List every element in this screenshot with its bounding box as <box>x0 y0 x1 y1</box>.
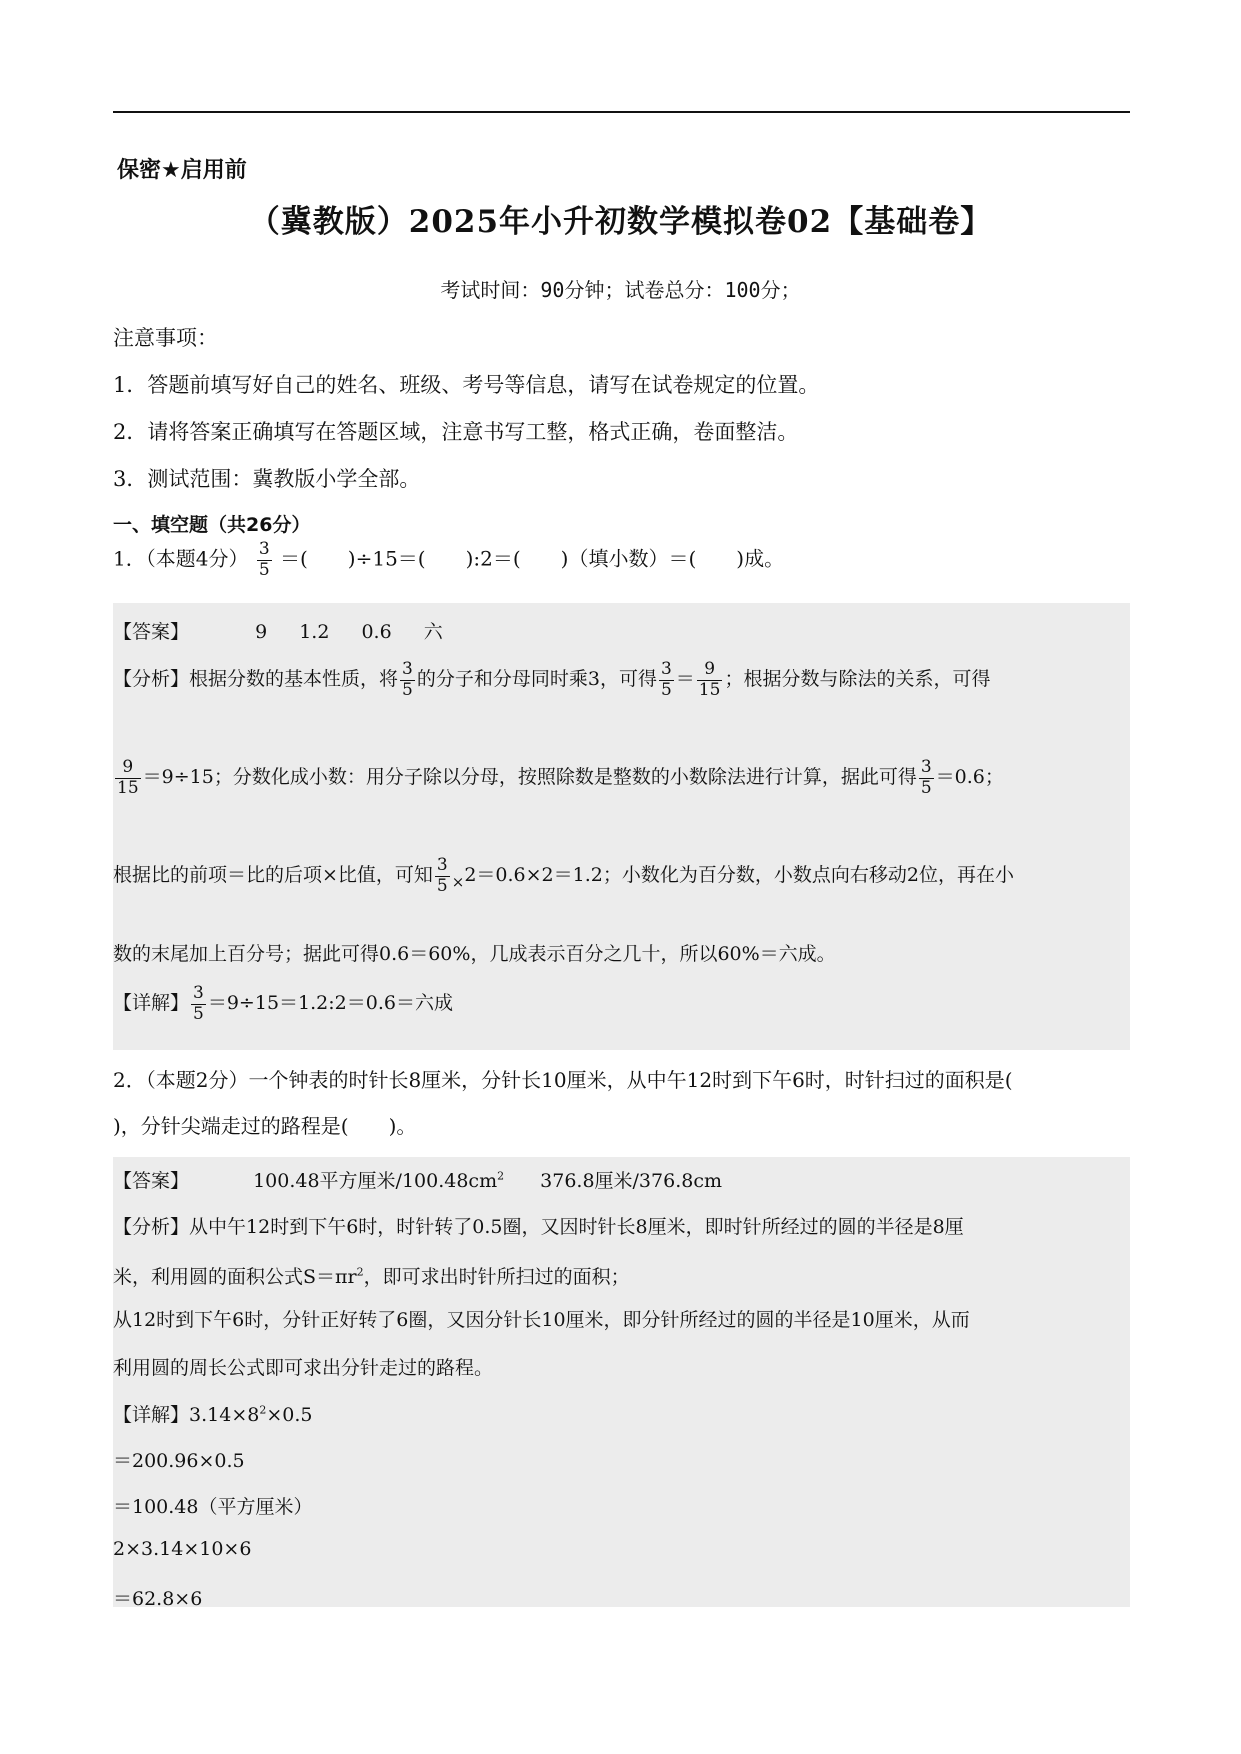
q2-analysis-line-3: 从12时到下午6时，分针正好转了6圈，又因分针长10厘米，即分针所经过的圆的半径是10厘米，从而 <box>113 1309 970 1331</box>
q2-detail-line-1: 【详解】$3.14\times 8^2\times 0.5$ <box>113 1403 313 1426</box>
question-1 <box>113 540 784 580</box>
q1-analysis-line-2: $\frac{9}{15}$ ＝9÷15；分数化成小数：用分子除以分母，按照除数是整数的小数除法进行计算，据此可得 $\frac{3}{5}$ ＝0.6； <box>117 757 1004 798</box>
notice-item-1: 1．答题前填写好自己的姓名、班级、考号等信息，请写在试卷规定的位置。 <box>113 373 820 397</box>
notice-title: 注意事项： <box>113 326 218 350</box>
q2-answer-row: 【答案】 100.48平方厘米$/100.48cm^2$ 376.8厘米/376.8cm <box>113 1169 722 1192</box>
analysis-label: 【分析】 <box>113 668 190 691</box>
question-2-line-1: 2．（本题2分）一个钟表的时针长8厘米，分针长10厘米，从中午12时到下午6时，时针扫过的面积是( <box>113 1068 1013 1092</box>
q2-detail-line-3: ＝100.48（平方厘米） <box>113 1496 313 1518</box>
page-title: （冀教版）2025年小升初数学模拟卷02【基础卷】 <box>248 204 993 240</box>
header-rule <box>113 111 1130 113</box>
analysis-label: 【分析】 <box>113 1216 190 1238</box>
confidential-mark: 保密★启用前 <box>117 158 247 183</box>
section-heading: 一、填空题（共26分） <box>113 514 311 536</box>
q1-analysis-line-3: 根据比的前项＝比的后项×比值，可知 $\frac{3}{5}$ $_\times$2＝0.6×2＝1.2；小数化为百分数，小数点向右移动2位，再在小 <box>113 855 1014 896</box>
notice-item-2: 2．请将答案正确填写在答题区域，注意书写工整，格式正确，卷面整洁。 <box>113 420 799 444</box>
q1-detail: 【详解】 $\frac{3}{5}$ ＝9÷15＝1.2:2＝0.6＝六成 <box>113 983 453 1024</box>
q2-analysis-line-1: 【分析】从中午12时到下午6时，时针转了0.5圈，又因时针长8厘米，即时针所经过的圆的半径是8厘 <box>113 1216 964 1238</box>
q2-detail-line-4: 2×3.14×10×6 <box>113 1538 252 1560</box>
q1-prefix: 1．（本题4分） <box>113 546 249 571</box>
q1-blanks: ＝( )÷15＝( ):2＝( )（填小数）＝( )成。 <box>280 546 785 571</box>
detail-label: 【详解】 <box>113 1404 190 1426</box>
q1-analysis-line-4: 数的末尾加上百分号；据此可得0.6＝60%，几成表示百分之几十，所以60%＝六成。 <box>113 943 836 965</box>
answer-label: 【答案】 <box>113 621 190 643</box>
q2-detail-line-2: ＝200.96×0.5 <box>113 1450 245 1472</box>
q2-detail-line-5: ＝62.8×6 <box>113 1588 203 1610</box>
exam-info: 考试时间：90分钟；试卷总分：100分； <box>440 278 801 302</box>
q2-analysis-line-4: 利用圆的周长公式即可求出分针走过的路程。 <box>113 1357 494 1379</box>
detail-label: 【详解】 <box>113 992 190 1015</box>
q1-analysis-line-1: 【分析】根据分数的基本性质，将 $\frac{3}{5}$ 的分子和分母同时乘3，可得 $\frac{3}{5}$ ＝ $\frac{9}{15}$ ；根据分数与除法的关系，可得 <box>113 659 991 700</box>
notice-item-3: 3．测试范围：冀教版小学全部。 <box>113 467 421 491</box>
q1-answer-values: 9 1.2 0.6 六 <box>255 621 443 643</box>
q2-analysis-line-2: 米，利用圆的面积公式$S=\pi r^2$，即可求出时针所扫过的面积； <box>113 1265 630 1288</box>
answer-label: 【答案】 <box>113 1170 190 1192</box>
question-2-line-2: )，分针尖端走过的路程是( )。 <box>113 1114 417 1138</box>
q1-fraction: $\frac{3}{5}$ <box>258 539 270 580</box>
q1-answer-row <box>113 617 443 644</box>
